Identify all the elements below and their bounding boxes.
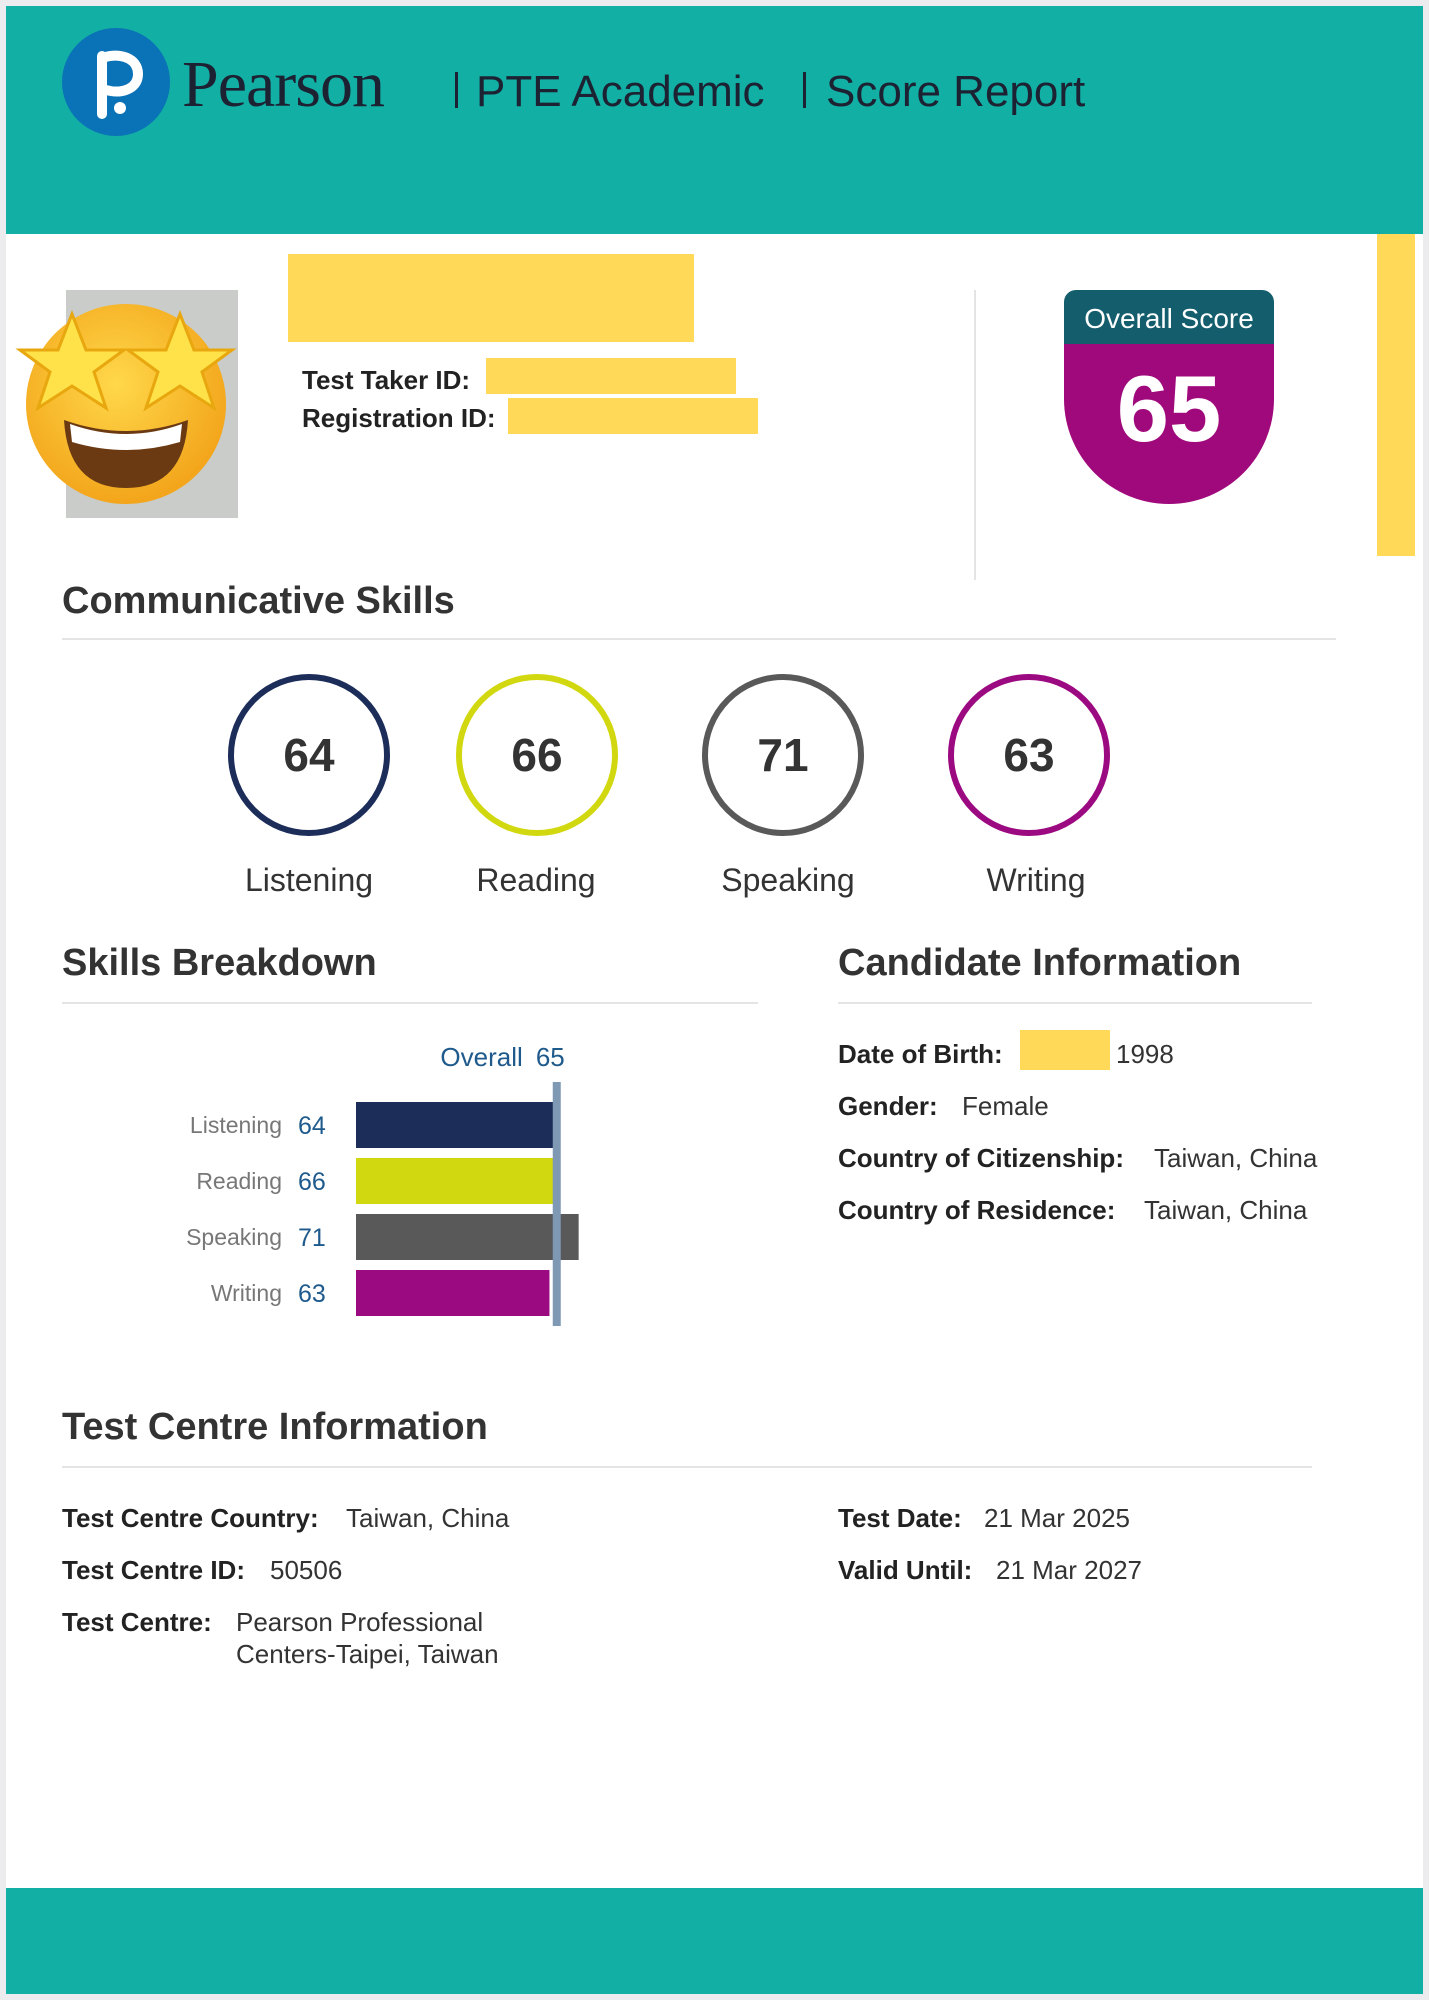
speaking-label: Speaking <box>721 862 855 898</box>
valid-until-value: 21 Mar 2027 <box>996 1555 1142 1585</box>
residence-label: Country of Residence: <box>838 1195 1116 1225</box>
test-centre-label: Test Centre: <box>62 1607 212 1637</box>
reading-bar-label: Reading <box>196 1168 282 1194</box>
product-name: PTE Academic <box>476 67 765 116</box>
vertical-divider <box>974 290 976 580</box>
header-divider <box>803 72 806 108</box>
listening-label: Listening <box>244 862 374 898</box>
listening-bar <box>356 1102 553 1148</box>
pearson-p-glyph <box>62 28 170 136</box>
listening-bar-value: 64 <box>298 1112 326 1140</box>
reading-bar <box>356 1158 560 1204</box>
test-date-value: 21 Mar 2025 <box>984 1503 1130 1533</box>
speaking-bar-label: Speaking <box>186 1224 282 1250</box>
gender-value: Female <box>962 1091 1049 1121</box>
redaction-bar <box>1377 234 1415 556</box>
skills-breakdown-title: Skills Breakdown <box>62 942 377 984</box>
test-centre-name-line2: Centers-Taipei, Taiwan <box>236 1639 499 1669</box>
pearson-logo-icon <box>62 28 170 136</box>
writing-bar <box>356 1270 549 1316</box>
writing-bar-label: Writing <box>210 1280 282 1306</box>
writing-bar-value: 63 <box>298 1280 326 1308</box>
candidate-information-title: Candidate Information <box>838 942 1242 984</box>
gender-label: Gender: <box>838 1091 938 1121</box>
section-rule <box>62 638 1336 640</box>
date-of-birth-label: Date of Birth: <box>838 1039 1003 1069</box>
reading-bar-value: 66 <box>298 1168 326 1196</box>
test-taker-id-redacted <box>486 358 736 394</box>
candidate-name-redacted <box>288 254 694 342</box>
speaking-bar <box>356 1214 579 1260</box>
test-taker-id-label: Test Taker ID: <box>302 365 471 395</box>
report-header <box>6 6 1423 234</box>
test-date-label: Test Date: <box>838 1503 962 1533</box>
overall-score-label: Overall Score <box>1064 290 1274 346</box>
header-divider <box>455 72 458 108</box>
overall-reference-value: 65 <box>535 1042 565 1072</box>
skills-breakdown-chart <box>6 1016 766 1346</box>
citizenship-label: Country of Citizenship: <box>838 1143 1124 1173</box>
test-centre-country-value: Taiwan, China <box>346 1503 510 1533</box>
registration-id-redacted <box>508 398 758 434</box>
section-rule <box>62 1466 1312 1468</box>
date-of-birth-redacted <box>1020 1030 1110 1070</box>
test-centre-id-label: Test Centre ID: <box>62 1555 245 1585</box>
writing-score-circle: 63 <box>948 674 1110 836</box>
citizenship-value: Taiwan, China <box>1154 1143 1318 1173</box>
test-centre-id-value: 50506 <box>270 1555 343 1585</box>
listening-bar-label: Listening <box>189 1112 282 1138</box>
overall-reference-label: Overall <box>440 1042 523 1072</box>
score-report-page <box>6 6 1423 1994</box>
report-title: Score Report <box>826 67 1086 116</box>
overall-score-value: 65 <box>1064 344 1274 504</box>
overall-reference-line <box>553 1082 561 1326</box>
speaking-score-circle: 71 <box>702 674 864 836</box>
residence-value: Taiwan, China <box>1144 1195 1308 1225</box>
registration-id-label: Registration ID: <box>302 403 496 433</box>
test-centre-country-label: Test Centre Country: <box>62 1503 319 1533</box>
report-footer <box>6 1888 1423 1994</box>
date-of-birth-year: 1998 <box>1116 1039 1174 1069</box>
star-struck-emoji-icon <box>14 292 238 512</box>
section-rule <box>838 1002 1312 1004</box>
reading-score-circle: 66 <box>456 674 618 836</box>
section-rule <box>62 1002 758 1004</box>
speaking-bar-value: 71 <box>298 1224 326 1252</box>
listening-score-circle: 64 <box>228 674 390 836</box>
reading-label: Reading <box>476 862 596 898</box>
writing-label: Writing <box>986 862 1086 898</box>
test-centre-name-line1: Pearson Professional <box>236 1607 484 1637</box>
brand-name: Pearson <box>182 48 384 121</box>
valid-until-label: Valid Until: <box>838 1555 973 1585</box>
communicative-skills-title: Communicative Skills <box>62 580 455 622</box>
test-centre-information-title: Test Centre Information <box>62 1406 488 1448</box>
